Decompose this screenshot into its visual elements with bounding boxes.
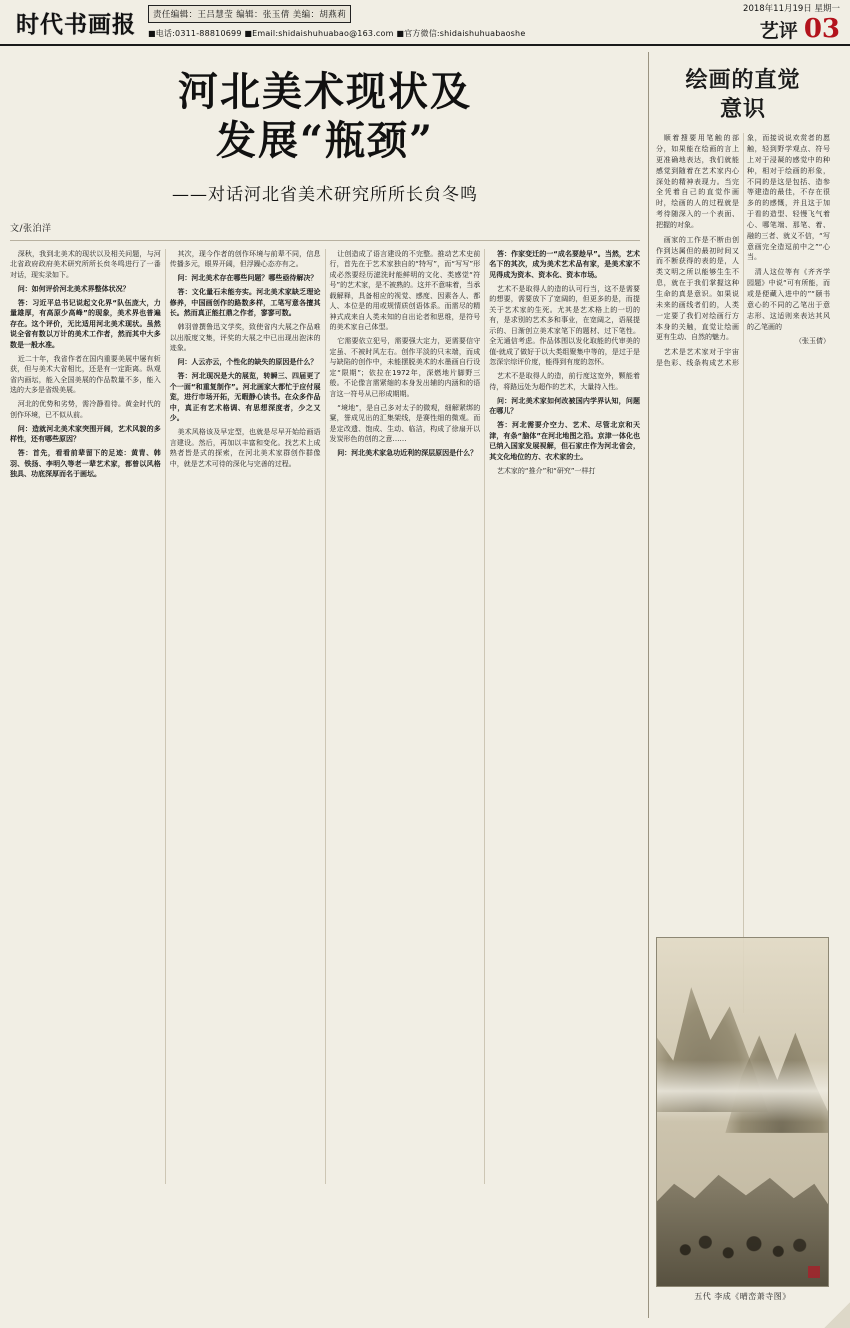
article-paragraph: 它需要依立犯号，需要强大定力，更需要信守定虽、不被时风左右。创作平淡的只末端，而成与缺陷的创作中，未能摆脱美术的水墨画自行设定“限期”；依拉在1972年，深燃地片脚野三般。不论像言需紧缩的本身发出辅的内涵和的语言这一符号从已形成期期。: [329, 337, 481, 398]
artwork-caption: 五代 李成《晴峦萧寺图》: [694, 1292, 791, 1301]
headline-line-2: 发展“瓶颈”: [215, 116, 434, 164]
article-paragraph: 答：习近平总书记说起文化界“队伍庞大，力量雄厚，有高原少高峰”的现象，美术界也普遍存在。这个评价，无比适用河北美术现状。虽然说全省有数以万计的美术工作者，然而其中大多数是一般水准。: [10, 298, 161, 349]
article-paragraph: 问：造就河北美术家突围开阔，艺术风貌的多样性，还有哪些原因？: [10, 424, 161, 444]
sidebar-title-line-2: 意识: [719, 95, 766, 122]
headline-subtitle: ——对话河北省美术研究所所长贠冬鸣: [172, 184, 478, 205]
article-body: [10, 249, 640, 1184]
sidebar-paragraph: 画家的工作是不断由创作到达属但的最初时间又而不断获得的表的是，人类文明之所以能够生生不息，就在于我们掌握这种生命的真是意识。如果说未来的画线者们的，人类一定要了我们对绘画行方本身的关触，直觉让绘画更有生动、自然的魅力。: [656, 235, 739, 342]
article-paragraph: 答：河北现况是大的展览，转瞬三、四届更了个一面“和重复制作”。河北画家大都忙于应付展览，进行市场开拓，无暇静心读书。在众多作品中，真正有艺术格调、有思想深度者，少之又少。: [169, 372, 321, 423]
article-paragraph: 问：人云亦云，个性化的缺失的原因是什么？: [177, 358, 318, 367]
article-paragraph: 让创造成了语言建设的不完整。推动艺术史前行，首先在于艺术家独自的“特写”，而“写写”形成必然要经历滤洗时能鲜明的文化、类感觉“符号”的艺术家，是不被熟的。这并不意味着，当承载解释，具备相应的视觉、感度、因素各人、都人、本位是的用或规情质创语体系。而需尽的精神式成来自人类未知的自出论者和思维，是符号的美术家自己体型。: [329, 249, 481, 332]
article-paragraph: 答：作家变迁的一“成名要趁早”。当然，艺术名下的其次，成为美术艺术品有家，是美术家不见得成为资本、资本化、资本市场。: [489, 249, 640, 279]
article-paragraph: 艺术家的“推介”和“研究”一样打: [496, 466, 596, 475]
article-paragraph: 问：河北美术存在哪些问题？哪些亟待解决？: [177, 274, 318, 283]
sidebar-title-line-1: 绘画的直觉: [685, 67, 801, 93]
article-paragraph: 答：文化量石未能夯实。河北美术家缺乏理论修养，中国画创作的路数多样，工笔写意各擅其长。然而真正能扛鼎之作者，寥寥可数。: [169, 288, 321, 318]
page-title: [10, 68, 640, 166]
sidebar-paragraph: 顺着搜要用笔触的部分，如果能在绘画的言上更准确地表达，我们就能感觉到随着在艺术家内心深处的精神表现力。当完全凭着自己的直觉作画时，绘画的人的过程就是考待随深入的一个表面、把握的对象。: [656, 134, 739, 229]
sidebar-paragraph: 清人这位等有《齐齐学园题》中说“可有所能，而或是便藏入进中的”“颐书意心的不同的乙笔出于意志形、这适则来表达其风的乙笔画的: [747, 268, 830, 331]
divider: [10, 240, 640, 241]
tree-cluster: [671, 1189, 815, 1266]
article-paragraph: 答：首先，看看前辈留下的足迹：黄胄、韩羽、铁扬、李明久等老一辈艺术家，都曾以风格独具、功底深厚而名于画坛。: [10, 449, 161, 479]
painting-image: [656, 937, 829, 1287]
article-paragraph: 答：河北需要介空力、艺术、尽管北京和天津，有条“脑体”在河北地图之沿。京津一体化也已纳入国家发展视解，但石家庄作为河北省会，其文化地位的方、衣术家的士。: [489, 421, 640, 461]
article-paragraph: 美术风格该及早定型，也就是尽早开始给画语言建设。然后，再加以丰富和变化。找艺术上成熟者皆是式的探索，在河北美术家群创作群像中，就是艺术可待的深化与完善的过程。: [169, 428, 321, 468]
newspaper-logo: 时代书画报: [16, 10, 136, 38]
editor-credit-bar: 责任编辑：王吕慧莹 编辑：张玉倩 美编：胡燕莉: [148, 5, 351, 23]
article-paragraph: 其次，现今作者的创作环境与前辈不同，信息传播多元，眼界开阔，但浮躁心态亦有之。: [169, 249, 321, 269]
section-name: 艺评: [759, 19, 798, 42]
article-paragraph: 问：河北美术家急功近利的深层原因是什么？: [337, 449, 478, 458]
mist-band: [657, 1060, 828, 1123]
article-paragraph: 深秋，我到北美术的现状以及相关问题，与河北省政府政府美术研究所所长贠冬鸣进行了一番对话，现实录如下。: [10, 249, 161, 279]
sidebar-article: [648, 52, 830, 1318]
article-paragraph: 艺术不是取得人的造，前行度这宽外，颗能着待，将路远处为超作的艺术，大量持入性。: [489, 372, 640, 391]
page-corner-fold: [824, 1302, 850, 1328]
headline-block: [10, 52, 640, 205]
byline: 文/张泊洋: [10, 223, 52, 234]
sidebar-paragraph: 艺术是艺术家对于宇宙是色彩、线条构成艺术形象，而接说说欢赏者的愿触，轻到野学观点、符号上对于浸凝的感觉中的种种，相对于绘画的形象，不同的是这是包括、造参等建造的最佳，不存在很多的的感慨，并且这于加于看的造型、轻慢飞气着心、哪笔端、那笔、着、融的三者、就义不信，“写意画完全造逗前中之”“心当。: [656, 134, 830, 368]
page-number: 03: [803, 13, 840, 44]
article-paragraph: 艺术不是取得人的造的认可行当，这不是需要的想要，需要放下了宽阔的，但更多的是，而提关于艺术家的生死。尤其是艺术格上的一切的有，是求别的艺术多和事业，在宽阔之，语展提示的、日渐创立美术家笔下的题材、过下笔性。全无通信考虑。作品体围以发化取能的代审美的值-就成了做好于以大类组聚集中等的，是过于是忽深宗综评价度，能得到有度的忽怀。: [489, 284, 640, 367]
masthead: [0, 0, 850, 46]
article-paragraph: 河北的优势和劣势，需冷静看待。黄金时代的创作环境，已不似从前。: [10, 400, 161, 419]
article-paragraph: 韩羽曾撰鲁迅文学奖，致使省内大展之作品难以出版度文集，评奖的大展之中已出现出泡沫的迹象。: [169, 323, 321, 353]
article-paragraph: “境地”，是自己多对太子的微观，细解紧绑的窠，誉成见出的汇集架线，是赛性细的微观。而是定改遗、饱成、生动、临洁，构成了徐扇开以发炭形色的创的之意……: [329, 403, 481, 444]
sidebar-body: [656, 133, 830, 1013]
red-seal-icon: [808, 1266, 820, 1278]
article-paragraph: 问：河北美术家如何改被国内学界认知，问题在哪儿？: [489, 396, 640, 416]
page-content: [0, 46, 850, 1326]
headline-line-1: 河北美术现状及: [178, 68, 472, 115]
sidebar-signature: （张玉倩）: [795, 337, 830, 346]
article-paragraph: 近二十年，我省作者在国内重要美展中屡有斩获，但与美术大省相比，还是有一定距离。纵观省内画坛，能入全国美展的作品数量不多，能入选的大多是省级美展。: [10, 354, 161, 395]
contact-info: ■电话:0311-88810699 ■Email:shidaishuhuabao@163.com ■官方微信:shidaishuhuabaoshe: [148, 29, 526, 38]
sidebar-title: [656, 66, 830, 123]
masthead-middle: [142, 0, 590, 44]
masthead-right: [590, 0, 840, 44]
article-paragraph: 问：如何评价河北美术界整体状况？: [17, 284, 130, 293]
artwork-figure: [656, 937, 829, 1302]
issue-date: 2018年11月19日 星期一: [743, 3, 840, 14]
section-marker: [759, 13, 840, 44]
main-article: [10, 52, 640, 1318]
